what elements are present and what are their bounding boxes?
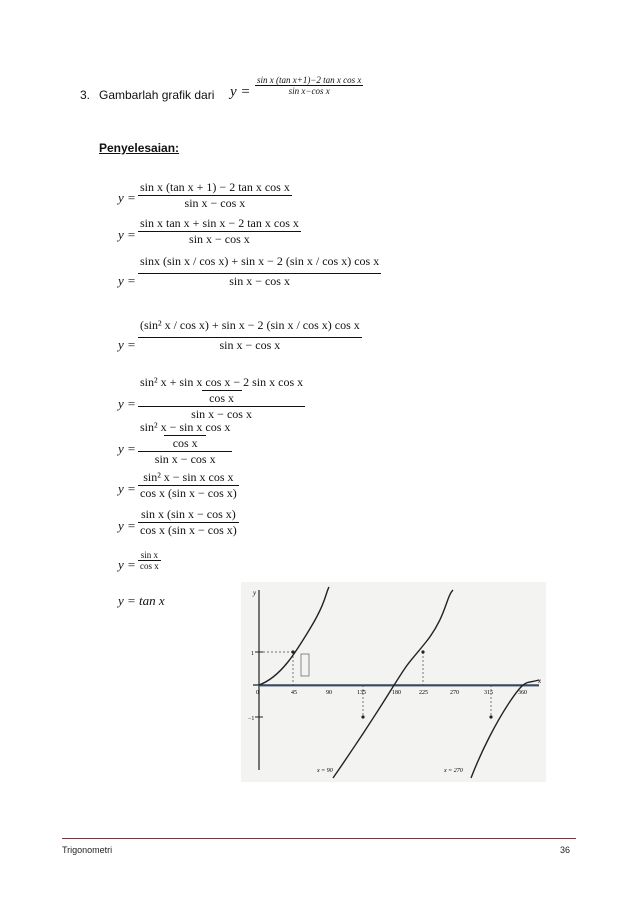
step-1-numerator: sin x (tan x + 1) − 2 tan x cos x [140,180,290,194]
problem-text: Gambarlah grafik dari [99,88,215,102]
x-tick-label-270: 270 [450,690,459,696]
step-7-numerator: sin² x − sin x cos x [143,470,234,484]
step-1-denominator: sin x − cos x [184,196,246,210]
step-1-fraction [138,180,292,211]
step-5-denominator: sin x − cos x [191,407,252,421]
step-4-numerator: (sin² x / cos x) + sin x − 2 (sin x / cos x) cos x [140,318,360,332]
tan-branch-3 [471,680,539,778]
tan-branch-2 [333,590,453,778]
problem-denominator: sin x−cos x [288,86,330,96]
tangent-graph-svg [241,582,546,782]
step-6-denominator: sin x − cos x [154,452,216,466]
step-6-fraction [138,420,232,467]
step-6-lhs: y = [118,441,136,456]
final-result: y = tan x [118,593,165,608]
x-tick-label-360: 360 [518,690,527,696]
y-tick-label-neg1: −1 [248,716,255,722]
step-8-numerator: sin x (sin x − cos x) [141,507,236,521]
x-tick-label-135: 135 [357,690,366,696]
x-tick-label-315: 315 [484,690,493,696]
footer-title: Trigonometri [62,845,113,855]
x-tick-label-225: 225 [419,690,428,696]
step-6-inner-numerator: sin² x − sin x cos x [140,420,231,434]
y-tick-label-1: 1 [251,651,254,657]
x-tick-label-180: 180 [392,690,401,696]
footer-rule [62,838,576,839]
step-2-denominator: sin x − cos x [189,232,250,246]
solution-heading: Penyelesaian: [99,141,180,155]
step-7-lhs: y = [118,481,136,496]
step-5-inner-fraction [138,375,305,406]
x-tick-label-90: 90 [326,690,332,696]
step-5-lhs: y = [118,396,136,411]
x-tick-label-0: 0 [256,690,259,696]
step-3-lhs: y = [118,273,136,288]
step-5-inner-numerator: sin² x + sin x cos x − 2 sin x cos x [140,375,304,389]
problem-numerator: sin x (tan x+1)−2 tan x cos x [257,75,362,85]
problem-number: 3. [80,88,91,102]
step-9-denominator: cos x [140,561,159,571]
step-8-lhs: y = [118,518,136,533]
x-tick-label-45: 45 [291,690,297,696]
step-3-denominator: sin x − cos x [229,274,290,288]
guide-box [301,654,309,676]
y-axis-label: y [253,589,257,597]
step-6-inner-denominator: cos x [172,436,198,450]
step-7-denominator: cos x (sin x − cos x) [140,486,237,500]
step-7-fraction [138,470,239,501]
step-5-fraction [138,375,305,422]
problem-fraction [255,75,363,96]
step-3-fraction [138,254,381,289]
step-6-inner-fraction [138,420,232,451]
step-4-fraction [138,318,362,353]
tan-branch-1 [259,587,329,685]
tangent-graph [241,582,546,782]
problem-lhs: y = [230,84,251,100]
step-8-denominator: cos x (sin x − cos x) [140,523,237,537]
step-4-denominator: sin x − cos x [219,338,281,352]
asymptote-label-90: x = 90 [317,768,333,774]
step-3-numerator: sinx (sin x / cos x) + sin x − 2 (sin x / cos x) cos x [140,254,380,268]
step-8-fraction [138,507,239,538]
point-135-neg1 [361,715,364,718]
point-315-neg1 [489,715,492,718]
point-45-1 [291,650,294,653]
step-2-lhs: y = [118,227,136,242]
step-5-inner-denominator: cos x [209,391,235,405]
step-9-fraction [138,550,161,571]
x-axis-label: x [538,677,542,685]
step-2-numerator: sin x tan x + sin x − 2 tan x cos x [140,216,299,230]
asymptote-label-270: x = 270 [444,768,463,774]
page-number: 36 [560,845,571,855]
step-2-fraction [138,216,301,247]
step-9-numerator: sin x [140,550,158,560]
step-1-lhs: y = [118,190,136,205]
point-225-1 [421,650,424,653]
step-9-lhs: y = [118,557,136,572]
step-4-lhs: y = [118,337,136,352]
